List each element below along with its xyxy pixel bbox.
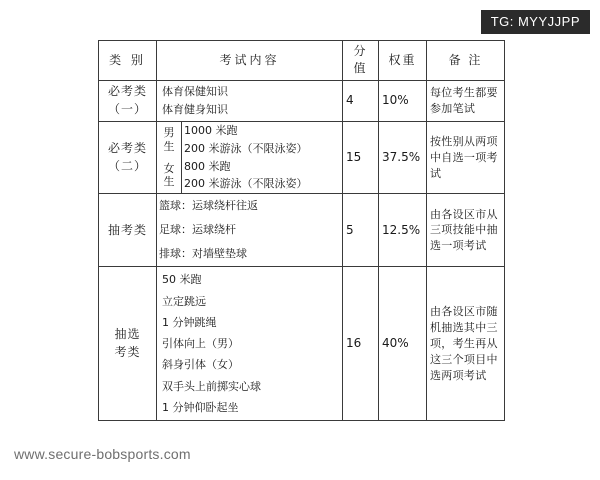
- row4-item-4: 引体向上（男）: [162, 337, 239, 351]
- row1-score: 4: [343, 80, 379, 121]
- header-note: 备 注: [427, 41, 505, 81]
- row2-gender-table: [157, 122, 342, 194]
- row2-female-item-1: 800 米跑: [184, 159, 231, 173]
- row1-note: 每位考生都要参加笔试: [427, 80, 505, 121]
- table-row: [99, 194, 505, 267]
- row4-item-2: 立定跳远: [162, 294, 206, 308]
- row1-category-line1: 必考类: [107, 84, 147, 99]
- row2-male-line2: 生: [163, 139, 175, 153]
- row3-note: 由各设区市从三项技能中抽选一项考试: [427, 194, 505, 267]
- row2-male-item-1: 1000 米跑: [184, 123, 238, 137]
- row2-category-line1: 必考类: [107, 141, 147, 156]
- exam-requirements-table: [98, 40, 505, 421]
- row1-category-line2: （一）: [107, 101, 147, 116]
- row3-category-line1: 抽考类: [107, 222, 147, 237]
- row2-female-row2: [157, 175, 342, 193]
- row3-score: 5: [343, 194, 379, 267]
- row4-score: 16: [343, 267, 379, 421]
- row2-male-group: [157, 122, 342, 140]
- row4-weight: 40%: [379, 267, 427, 421]
- table-header-row: [99, 41, 505, 81]
- row4-item-1: 50 米跑: [162, 273, 202, 287]
- row4-content: [157, 267, 343, 421]
- row1-weight: 10%: [379, 80, 427, 121]
- header-content: 考试内容: [157, 41, 343, 81]
- row3-weight: 12.5%: [379, 194, 427, 267]
- header-category: 类 别: [99, 41, 157, 81]
- row4-item-3: 1 分钟跳绳: [162, 315, 217, 329]
- row3-item-2: 足球：运球绕杆: [159, 223, 236, 237]
- row4-category-line2: 考类: [114, 344, 141, 359]
- row2-female-label: [157, 158, 182, 194]
- row3-category: [99, 194, 157, 267]
- site-url-watermark: www.secure-bobsports.com: [14, 446, 191, 462]
- row2-content: [157, 121, 343, 194]
- row2-female-line2: 生: [163, 175, 175, 189]
- row1-item-2: 体育健身知识: [162, 102, 228, 116]
- row4-item-5: 斜身引体（女）: [162, 358, 239, 372]
- row2-category: [99, 121, 157, 194]
- row2-note: 按性别从两项中自选一项考试: [427, 121, 505, 194]
- row1-content: [157, 80, 343, 121]
- table-row: [99, 121, 505, 194]
- row2-male-item-2: 200 米游泳（不限泳姿）: [184, 141, 308, 155]
- row2-male-line1: 男: [163, 126, 175, 140]
- row2-score: 15: [343, 121, 379, 194]
- row4-category: [99, 267, 157, 421]
- row2-male-row2: [157, 140, 342, 158]
- row3-item-3: 排球：对墙壁垫球: [159, 247, 247, 261]
- header-score: 分 值: [343, 41, 379, 81]
- row2-weight: 37.5%: [379, 121, 427, 194]
- row4-item-7: 1 分钟仰卧起坐: [162, 400, 239, 414]
- header-weight: 权重: [379, 41, 427, 81]
- row2-female-item-2: 200 米游泳（不限泳姿）: [184, 177, 308, 191]
- row3-content: [157, 194, 343, 267]
- row3-items-table: [157, 194, 342, 266]
- row1-category: [99, 80, 157, 121]
- row3-item-1: 篮球：运球绕杆往返: [159, 199, 258, 213]
- row4-item-6: 双手头上前掷实心球: [162, 379, 261, 393]
- table-row: [99, 80, 505, 121]
- row3-item-row-3: [157, 242, 342, 266]
- row2-female-group: [157, 158, 342, 176]
- row3-item-row-1: [157, 194, 342, 218]
- row4-note: 由各设区市随机抽选其中三项，考生再从这三个项目中选两项考试: [427, 267, 505, 421]
- table-row: [99, 267, 505, 421]
- telegram-watermark-badge: TG: MYYJJPP: [481, 10, 590, 34]
- row2-category-line2: （二）: [107, 158, 147, 173]
- row3-item-row-2: [157, 218, 342, 242]
- row2-male-label: [157, 122, 182, 158]
- row4-category-line1: 抽选: [114, 327, 141, 342]
- row1-item-1: 体育保健知识: [162, 84, 228, 98]
- row2-female-line1: 女: [163, 162, 175, 176]
- exam-table-container: [98, 40, 504, 421]
